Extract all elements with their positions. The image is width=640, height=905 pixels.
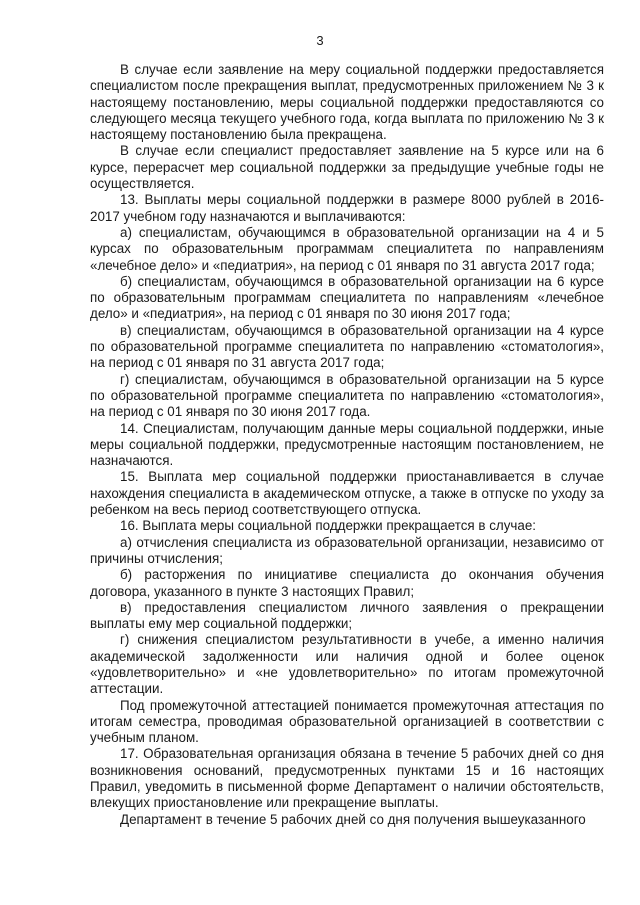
paragraph: г) специалистам, обучающимся в образовательной организации на 5 курсе по образовательной программе специалитета по направлению «стоматология», на период с 01 января по 30 июня 2017 года. [90, 371, 604, 420]
paragraph: Департамент в течение 5 рабочих дней со дня получения вышеуказанного [120, 811, 586, 827]
paragraph: в) предоставления специалистом личного заявления о прекращении выплаты ему мер социальной поддержки; [90, 599, 604, 632]
paragraph: 15. Выплата мер социальной поддержки приостанавливается в случае нахождения специалиста в академическом отпуске, а также в отпуске по уходу за ребенком на весь период соответствующего отпуска. [90, 469, 604, 518]
paragraph: 13. Выплаты меры социальной поддержки в размере 8000 рублей в 2016-2017 учебном году назначаются и выплачиваются: [90, 192, 604, 224]
paragraph: В случае если специалист предоставляет заявление на 5 курсе или на 6 курсе, перерасчет мер социальной поддержки за предыдущие учебные годы не осуществляется. [90, 143, 604, 192]
paragraph: 17. Образовательная организация обязана в течение 5 рабочих дней со дня возникновения оснований, предусмотренных пунктами 15 и 16 настоящих Правил, уведомить в письменной форме Департамент о наличии обстоятельств, влекущих приостановление или прекращение выплаты. [90, 746, 604, 811]
paragraph: б) специалистам, обучающимся в образовательной организации на 6 курсе по образовательным программам специалитета по направлениям «лечебное дело» и «педиатрия», на период с 01 января по 30 июня 2017 года; [90, 273, 604, 322]
paragraph: б) расторжения по инициативе специалиста до окончания обучения договора, указанного в пункте 3 настоящих Правил; [90, 567, 604, 599]
paragraph: 16. Выплата меры социальной поддержки прекращается в случае: [120, 518, 537, 534]
paragraph: а) отчисления специалиста из образовательной организации, независимо от причины отчисления; [90, 534, 604, 566]
page-number: 3 [316, 33, 324, 48]
paragraph: в) специалистам, обучающимся в образовательной организации на 4 курсе по образовательной программе специалитета по направлению «стоматология», на период с 01 января по 31 августа 2017 года; [90, 322, 604, 371]
paragraph: а) специалистам, обучающимся в образовательной организации на 4 и 5 курсах по образовательным программам специалитета по направлениям «лечебное дело» и «педиатрия», на период с 01 января по 31 августа 2017 года; [90, 224, 604, 273]
document-body [90, 62, 604, 828]
paragraph: В случае если заявление на меру социальной поддержки предоставляется специалистом после прекращения выплат, предусмотренных приложением № 3 к настоящему постановлению, меры социальной поддержки предоставляются со следующего месяца текущего учебного года, когда выплата по приложению № 3 к настоящему постановлению была прекращена. [90, 62, 604, 143]
paragraph: г) снижения специалистом результативности в учебе, а именно наличия академической задолженности или наличия одной и более оценок «удовлетворительно» и «не удовлетворительно» по итогам промежуточной аттестации. [90, 632, 604, 697]
paragraph: 14. Специалистам, получающим данные меры социальной поддержки, иные меры социальной поддержки, предусмотренные настоящим постановлением, не назначаются. [90, 420, 604, 469]
paragraph: Под промежуточной аттестацией понимается промежуточная аттестация по итогам семестра, проводимая образовательной организацией в соответствии с учебным планом. [90, 697, 604, 746]
